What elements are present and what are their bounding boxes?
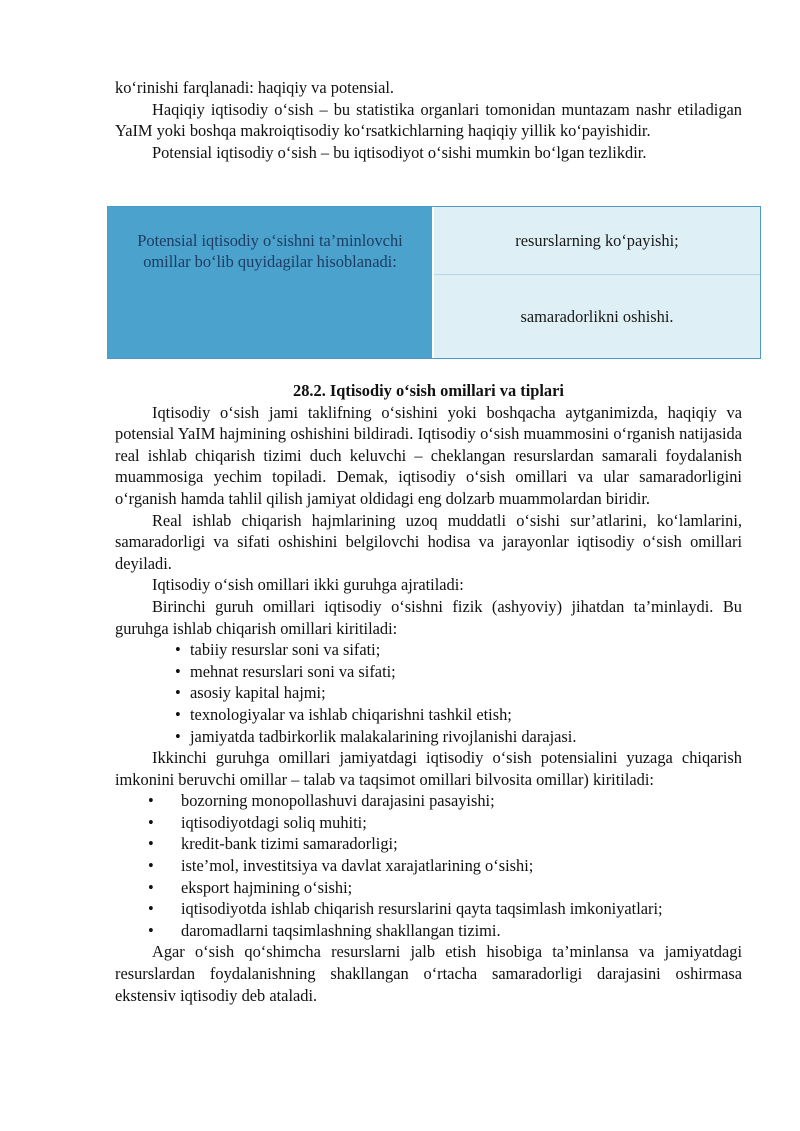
list-item-text: eksport hajmining o‘sishi; [181,877,353,897]
list-item-text: iqtisodiyotdagi soliq muhiti; [181,812,367,832]
bullet-icon: • [175,683,181,703]
list-item [115,639,742,661]
bullet-icon: • [175,704,181,724]
paragraph: Iqtisodiy o‘sish jami taklifning o‘sishini yoki boshqacha aytganimizda, haqiqiy va potensial YaIM hajmining oshishini bildiradi. Iqtisodiy o‘sish muammosini o‘rganish natijasida real ishlab chiqarish tizimi duch keluvchi – cheklangan resurslardan samarali foydalanish muammosiga yechim topiladi. Demak, iqtisodiy o‘sish omillari va ular samaradorligini o‘rganish hamda tahlil qilish jamiyat oldidagi eng dolzarb muammolardan biridir. [115,402,742,508]
list-item [115,920,742,942]
diagram-item: samaradorlikni oshishi. [520,306,674,326]
bullet-icon: • [148,877,154,897]
paragraph: Birinchi guruh omillari iqtisodiy o‘sishni fizik (ashyoviy) jihatdan ta’minlaydi. Bu guruhga ishlab chiqarish omillari kiritiladi: [115,596,742,638]
list-item-text: iqtisodiyotda ishlab chiqarish resurslarini qayta taqsimlash imkoniyatlari; [181,899,663,919]
potential-growth-factors-diagram [107,206,761,359]
paragraph-potential-growth: Potensial iqtisodiy o‘sish – bu iqtisodiyot o‘sishi mumkin bo‘lgan tezlikdir. [152,142,647,162]
first-group-factors-list [115,639,742,747]
second-group-factors-list [115,790,742,941]
list-item [115,877,742,899]
list-item [115,704,742,726]
diagram-label: Potensial iqtisodiy o‘sishni ta’minlovchi omillar bo‘lib quyidagilar hisoblanadi: [137,231,403,271]
list-item-text: tabiiy resurslar soni va sifati; [190,640,381,660]
paragraph: Agar o‘sish qo‘shimcha resurslarni jalb etish hisobiga ta’minlansa va jamiyatdagi resurslardan foydalanishning shakllangan o‘rtacha samaradorligi darajasini oshirmasa ekstensiv iqtisodiy deb ataladi. [115,942,742,1005]
list-item [115,833,742,855]
diagram-items-box [434,207,760,358]
intro-line: ko‘rinishi farqlanadi: haqiqiy va potensial. [115,78,395,97]
list-item [115,790,742,812]
bullet-icon: • [175,661,181,681]
list-item-text: asosiy kapital hajmi; [190,683,326,703]
bullet-icon: • [175,640,181,660]
bullet-icon: • [175,726,181,746]
bullet-icon: • [148,834,154,854]
list-item [115,661,742,683]
diagram-item: resurslarning ko‘payishi; [434,207,760,275]
list-item-text: iste’mol, investitsiya va davlat xarajatlarining o‘sishi; [181,856,534,876]
list-item [115,726,742,748]
list-item-text: mehnat resurslari soni va sifati; [190,661,396,681]
bullet-icon: • [148,920,154,940]
section-heading: 28.2. Iqtisodiy o‘sish omillari va tiplari [293,381,564,400]
list-item [115,812,742,834]
paragraph: Iqtisodiy o‘sish omillari ikki guruhga ajratiladi: [152,575,464,595]
bullet-icon: • [148,899,154,919]
bullet-icon: • [148,791,154,811]
paragraph: Real ishlab chiqarish hajmlarining uzoq muddatli o‘sishi sur’atlarini, ko‘lamlarini, samaradorligi va sifati oshishini belgilovchi hodisa va jarayonlar iqtisodiy o‘sish omillari deyiladi. [115,510,742,573]
list-item-text: daromadlarni taqsimlashning shakllangan tizimi. [181,920,501,940]
bullet-icon: • [148,812,154,832]
list-item [115,855,742,877]
list-item [115,898,742,920]
paragraph: Ikkinchi guruhga omillari jamiyatdagi iqtisodiy o‘sish potensialini yuzaga chiqarish imkonini beruvchi omillar – talab va taqsimot omillari bilvosita omillar) kiritiladi: [115,748,742,789]
section-body [115,380,742,1006]
list-item-text: bozorning monopollashuvi darajasini pasayishi; [181,791,495,811]
diagram-label-box [108,207,432,358]
bullet-icon: • [148,856,154,876]
list-item-text: jamiyatda tadbirkorlik malakalarining rivojlanishi darajasi. [190,726,577,746]
paragraph-real-growth: Haqiqiy iqtisodiy o‘sish – bu statistika organlari tomonidan muntazam nashr etiladigan YaIM yoki boshqa makroiqtisodiy ko‘rsatkichlarning haqiqiy yillik ko‘payishidir. [115,99,742,141]
list-item [115,682,742,704]
intro-text [115,77,742,163]
list-item-text: texnologiyalar va ishlab chiqarishni tashkil etish; [190,704,512,724]
list-item-text: kredit-bank tizimi samaradorligi; [181,834,398,854]
